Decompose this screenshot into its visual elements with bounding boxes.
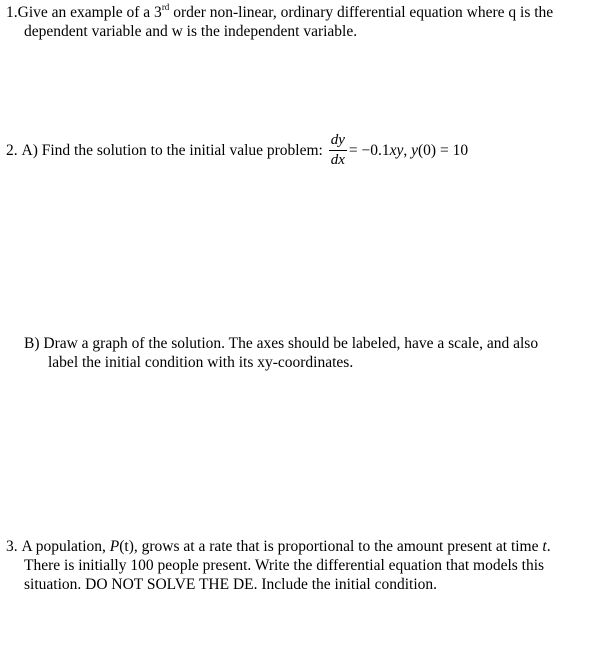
question-3-number: 3. [6,538,18,555]
question-3-text-b: , grows at a rate that is proportional to the amount present at time [133,538,543,555]
initial-condition-y: y [411,142,418,159]
question-3 [6,537,600,594]
question-2-number: 2. [6,142,18,159]
question-3-period: . [546,538,551,555]
question-2a-prompt: A) Find the solution to the initial value problem: [21,142,323,159]
question-1-number: 1. [6,4,18,21]
question-3-line-1 [6,537,600,556]
ordinal-superscript: rd [161,2,170,12]
question-1-line-1 [6,3,600,22]
population-argument: (t) [119,538,134,555]
fraction-bar [329,150,347,151]
fraction-denominator: dx [330,152,345,168]
equation-rhs [349,141,468,160]
question-2b-line-1: B) Draw a graph of the solution. The axes should be labeled, have a scale, and also [24,335,539,352]
question-1 [6,3,600,41]
question-1-text-a: Give an example of a 3 [17,4,162,21]
question-2a [6,132,600,169]
question-1-line-2: dependent variable and w is the independent variable. [24,23,358,40]
rhs-coefficient: = −0.1 [348,142,390,159]
population-symbol: P [109,538,120,555]
question-2b-line-2: label the initial condition with its xy-coordinates. [48,354,354,371]
question-1-text-b: order non-linear, ordinary differential equation where q is the [169,4,554,21]
question-3-line-2: There is initially 100 people present. Write the differential equation that models this [24,557,545,574]
initial-condition-value: (0) = 10 [418,142,469,159]
question-2b [24,334,600,372]
time-symbol: t [542,538,547,555]
rhs-variables: xy [389,142,404,159]
fraction-numerator: dy [330,132,345,148]
derivative-fraction [329,132,347,169]
question-3-text-a: A population, [21,538,110,555]
rhs-comma: , [403,142,412,159]
question-3-line-3: situation. DO NOT SOLVE THE DE. Include the initial condition. [24,576,438,593]
